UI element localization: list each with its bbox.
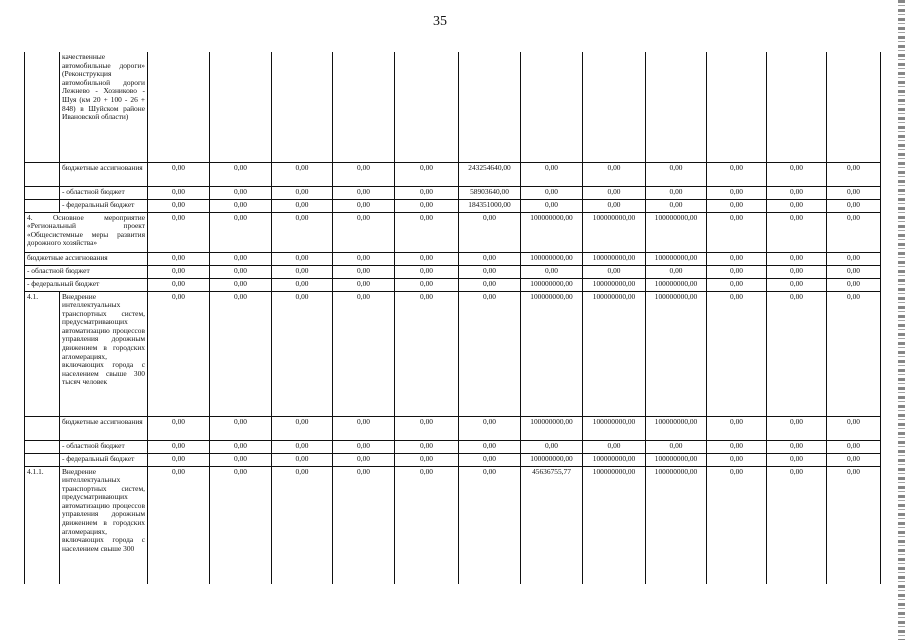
value-cell: 100000000,00 xyxy=(583,252,646,265)
row-label: - федеральный бюджет xyxy=(60,453,148,466)
value-cell: 0,00 xyxy=(827,291,881,416)
value-cell: 100000000,00 xyxy=(521,252,583,265)
row-main-activity-4 xyxy=(25,212,881,252)
value-cell: 0,00 xyxy=(521,265,583,278)
value-cell: 0,00 xyxy=(272,440,333,453)
value-cell: 0,00 xyxy=(210,265,272,278)
value-cell xyxy=(646,52,707,162)
value-cell: 0,00 xyxy=(646,162,707,186)
value-cell: 0,00 xyxy=(827,440,881,453)
value-cell: 0,00 xyxy=(272,291,333,416)
value-cell: 0,00 xyxy=(395,278,459,291)
value-cell: 0,00 xyxy=(333,199,395,212)
value-cell: 100000000,00 xyxy=(583,278,646,291)
value-cell: 0,00 xyxy=(333,278,395,291)
value-cell: 0,00 xyxy=(333,453,395,466)
value-cell: 0,00 xyxy=(767,212,827,252)
value-cell: 100000000,00 xyxy=(646,453,707,466)
value-cell: 0,00 xyxy=(707,252,767,265)
value-cell: 0,00 xyxy=(707,265,767,278)
value-cell: 0,00 xyxy=(333,265,395,278)
value-cell: 0,00 xyxy=(767,199,827,212)
value-cell: 0,00 xyxy=(707,212,767,252)
value-cell: 100000000,00 xyxy=(583,212,646,252)
value-cell: 0,00 xyxy=(827,252,881,265)
value-cell xyxy=(210,52,272,162)
value-cell: 0,00 xyxy=(707,199,767,212)
row-federal-budget xyxy=(25,199,881,212)
value-cell xyxy=(827,52,881,162)
row-4-federal-budget xyxy=(25,278,881,291)
row-label: - областной бюджет xyxy=(25,265,148,278)
row-item-4-1-1 xyxy=(25,466,881,584)
value-cell: 0,00 xyxy=(148,199,210,212)
value-cell: 0,00 xyxy=(210,252,272,265)
value-cell: 0,00 xyxy=(148,440,210,453)
value-cell: 100000000,00 xyxy=(646,291,707,416)
value-cell: 0,00 xyxy=(827,186,881,199)
value-cell: 0,00 xyxy=(148,212,210,252)
value-cell: 100000000,00 xyxy=(521,212,583,252)
value-cell: 0,00 xyxy=(272,278,333,291)
value-cell: 0,00 xyxy=(395,416,459,440)
value-cell: 0,00 xyxy=(272,265,333,278)
value-cell: 0,00 xyxy=(827,416,881,440)
value-cell: 0,00 xyxy=(272,252,333,265)
value-cell: 0,00 xyxy=(583,186,646,199)
value-cell: 0,00 xyxy=(707,453,767,466)
row-label: бюджетные ассигнования xyxy=(60,162,148,186)
value-cell: 0,00 xyxy=(767,466,827,584)
value-cell: 0,00 xyxy=(827,453,881,466)
empty-number-cell xyxy=(25,453,60,466)
value-cell: 0,00 xyxy=(333,291,395,416)
value-cell: 0,00 xyxy=(459,440,521,453)
value-cell: 0,00 xyxy=(521,162,583,186)
value-cell: 0,00 xyxy=(583,265,646,278)
value-cell: 100000000,00 xyxy=(521,291,583,416)
row-4-1-budget-allocations xyxy=(25,416,881,440)
value-cell xyxy=(148,52,210,162)
value-cell: 0,00 xyxy=(767,186,827,199)
value-cell: 0,00 xyxy=(827,199,881,212)
value-cell: 45636755,77 xyxy=(521,466,583,584)
value-cell: 0,00 xyxy=(767,252,827,265)
value-cell: 0,00 xyxy=(707,278,767,291)
value-cell: 0,00 xyxy=(646,440,707,453)
value-cell xyxy=(395,52,459,162)
value-cell: 0,00 xyxy=(333,212,395,252)
value-cell xyxy=(333,52,395,162)
value-cell: 100000000,00 xyxy=(521,278,583,291)
value-cell: 100000000,00 xyxy=(583,466,646,584)
value-cell: 0,00 xyxy=(272,453,333,466)
row-label: качественные автомобильные дороги» (Реконструкция автомобильной дороги Лежнево - Хозниково - Шуя (км 20 + 100 - 26 + 848) в Шуйском районе Ивановской области) xyxy=(60,52,148,162)
value-cell: 0,00 xyxy=(210,186,272,199)
value-cell: 0,00 xyxy=(272,199,333,212)
value-cell: 0,00 xyxy=(272,416,333,440)
value-cell: 0,00 xyxy=(521,199,583,212)
value-cell: 0,00 xyxy=(459,265,521,278)
value-cell: 0,00 xyxy=(459,278,521,291)
value-cell: 0,00 xyxy=(583,199,646,212)
value-cell: 0,00 xyxy=(459,252,521,265)
row-cont-label xyxy=(25,52,881,162)
value-cell: 0,00 xyxy=(583,162,646,186)
value-cell: 0,00 xyxy=(272,162,333,186)
value-cell: 0,00 xyxy=(521,440,583,453)
value-cell: 0,00 xyxy=(148,162,210,186)
value-cell: 0,00 xyxy=(827,278,881,291)
value-cell: 0,00 xyxy=(707,186,767,199)
value-cell: 0,00 xyxy=(395,162,459,186)
row-label: Внедрение интеллектуальных транспортных систем, предусматривающих автоматизацию процессов управления дорожным движением в городских агломерациях, включающих города с населением свыше 300 xyxy=(60,466,148,584)
value-cell: 0,00 xyxy=(395,212,459,252)
value-cell: 243254640,00 xyxy=(459,162,521,186)
value-cell: 0,00 xyxy=(646,265,707,278)
value-cell: 0,00 xyxy=(459,466,521,584)
budget-table xyxy=(24,52,881,584)
value-cell: 0,00 xyxy=(333,186,395,199)
value-cell: 0,00 xyxy=(767,162,827,186)
value-cell: 0,00 xyxy=(767,453,827,466)
value-cell xyxy=(272,52,333,162)
item-number: 4.1. xyxy=(25,291,60,416)
value-cell: 0,00 xyxy=(707,440,767,453)
row-item-4-1 xyxy=(25,291,881,416)
row-regional-budget xyxy=(25,186,881,199)
row-label: 4. Основное мероприятие «Региональный проект «Общесистемные меры развития дорожного хозяйства» xyxy=(25,212,148,252)
value-cell: 0,00 xyxy=(210,440,272,453)
value-cell xyxy=(521,52,583,162)
row-label: бюджетные ассигнования xyxy=(60,416,148,440)
empty-number-cell xyxy=(25,416,60,440)
value-cell: 0,00 xyxy=(395,291,459,416)
value-cell: 0,00 xyxy=(707,162,767,186)
value-cell: 0,00 xyxy=(646,186,707,199)
value-cell: 0,00 xyxy=(395,199,459,212)
value-cell: 0,00 xyxy=(148,252,210,265)
value-cell xyxy=(583,52,646,162)
row-4-1-regional-budget xyxy=(25,440,881,453)
value-cell: 0,00 xyxy=(827,265,881,278)
value-cell xyxy=(767,52,827,162)
value-cell: 100000000,00 xyxy=(646,416,707,440)
value-cell: 0,00 xyxy=(148,278,210,291)
value-cell: 0,00 xyxy=(395,186,459,199)
value-cell: 0,00 xyxy=(210,453,272,466)
row-label: - областной бюджет xyxy=(60,440,148,453)
value-cell: 100000000,00 xyxy=(583,291,646,416)
value-cell: 0,00 xyxy=(583,440,646,453)
value-cell: 0,00 xyxy=(210,199,272,212)
value-cell: 0,00 xyxy=(272,212,333,252)
value-cell: 0,00 xyxy=(459,291,521,416)
item-number: 4.1.1. xyxy=(25,466,60,584)
empty-number-cell xyxy=(25,52,60,162)
value-cell: 100000000,00 xyxy=(646,252,707,265)
row-4-budget-allocations xyxy=(25,252,881,265)
value-cell: 0,00 xyxy=(148,453,210,466)
value-cell: 0,00 xyxy=(333,416,395,440)
row-4-regional-budget xyxy=(25,265,881,278)
empty-number-cell xyxy=(25,162,60,186)
value-cell: 0,00 xyxy=(210,278,272,291)
value-cell: 0,00 xyxy=(272,186,333,199)
page-number: 35 xyxy=(433,14,447,29)
value-cell: 0,00 xyxy=(210,291,272,416)
value-cell: 0,00 xyxy=(333,466,395,584)
value-cell: 0,00 xyxy=(707,291,767,416)
value-cell: 0,00 xyxy=(827,162,881,186)
empty-number-cell xyxy=(25,199,60,212)
value-cell: 0,00 xyxy=(148,466,210,584)
row-label: - федеральный бюджет xyxy=(25,278,148,291)
value-cell: 100000000,00 xyxy=(646,466,707,584)
value-cell: 0,00 xyxy=(395,453,459,466)
value-cell: 58903640,00 xyxy=(459,186,521,199)
value-cell: 100000000,00 xyxy=(521,453,583,466)
value-cell: 0,00 xyxy=(767,416,827,440)
value-cell: 0,00 xyxy=(395,252,459,265)
scan-edge-artifact xyxy=(898,0,905,640)
value-cell: 0,00 xyxy=(707,416,767,440)
row-4-1-federal-budget xyxy=(25,453,881,466)
value-cell: 0,00 xyxy=(148,291,210,416)
row-label: бюджетные ассигнования xyxy=(25,252,148,265)
empty-number-cell xyxy=(25,440,60,453)
value-cell: 0,00 xyxy=(459,416,521,440)
value-cell: 100000000,00 xyxy=(646,212,707,252)
value-cell: 0,00 xyxy=(148,265,210,278)
value-cell: 0,00 xyxy=(395,440,459,453)
value-cell: 0,00 xyxy=(459,453,521,466)
value-cell: 0,00 xyxy=(210,162,272,186)
empty-number-cell xyxy=(25,186,60,199)
value-cell: 0,00 xyxy=(767,440,827,453)
value-cell: 0,00 xyxy=(210,466,272,584)
value-cell: 0,00 xyxy=(333,252,395,265)
row-label: - областной бюджет xyxy=(60,186,148,199)
budget-table-container xyxy=(24,52,880,584)
value-cell: 100000000,00 xyxy=(521,416,583,440)
value-cell: 0,00 xyxy=(767,265,827,278)
value-cell: 100000000,00 xyxy=(583,416,646,440)
value-cell: 184351000,00 xyxy=(459,199,521,212)
value-cell: 0,00 xyxy=(827,466,881,584)
value-cell: 0,00 xyxy=(827,212,881,252)
value-cell: 0,00 xyxy=(333,440,395,453)
value-cell: 0,00 xyxy=(395,265,459,278)
row-label: - федеральный бюджет xyxy=(60,199,148,212)
value-cell: 0,00 xyxy=(333,162,395,186)
value-cell xyxy=(707,52,767,162)
value-cell: 0,00 xyxy=(148,186,210,199)
value-cell xyxy=(459,52,521,162)
value-cell: 0,00 xyxy=(272,466,333,584)
value-cell: 0,00 xyxy=(646,199,707,212)
value-cell: 0,00 xyxy=(395,466,459,584)
row-budget-allocations xyxy=(25,162,881,186)
value-cell: 100000000,00 xyxy=(583,453,646,466)
value-cell: 0,00 xyxy=(707,466,767,584)
value-cell: 0,00 xyxy=(148,416,210,440)
value-cell: 0,00 xyxy=(210,416,272,440)
value-cell: 0,00 xyxy=(767,291,827,416)
value-cell: 0,00 xyxy=(210,212,272,252)
value-cell: 100000000,00 xyxy=(646,278,707,291)
value-cell: 0,00 xyxy=(767,278,827,291)
value-cell: 0,00 xyxy=(521,186,583,199)
row-label: Внедрение интеллектуальных транспортных систем, предусматривающих автоматизацию процессов управления дорожным движением в городских агломерациях, включающих города с населением свыше 300 тысяч человек xyxy=(60,291,148,416)
value-cell: 0,00 xyxy=(459,212,521,252)
